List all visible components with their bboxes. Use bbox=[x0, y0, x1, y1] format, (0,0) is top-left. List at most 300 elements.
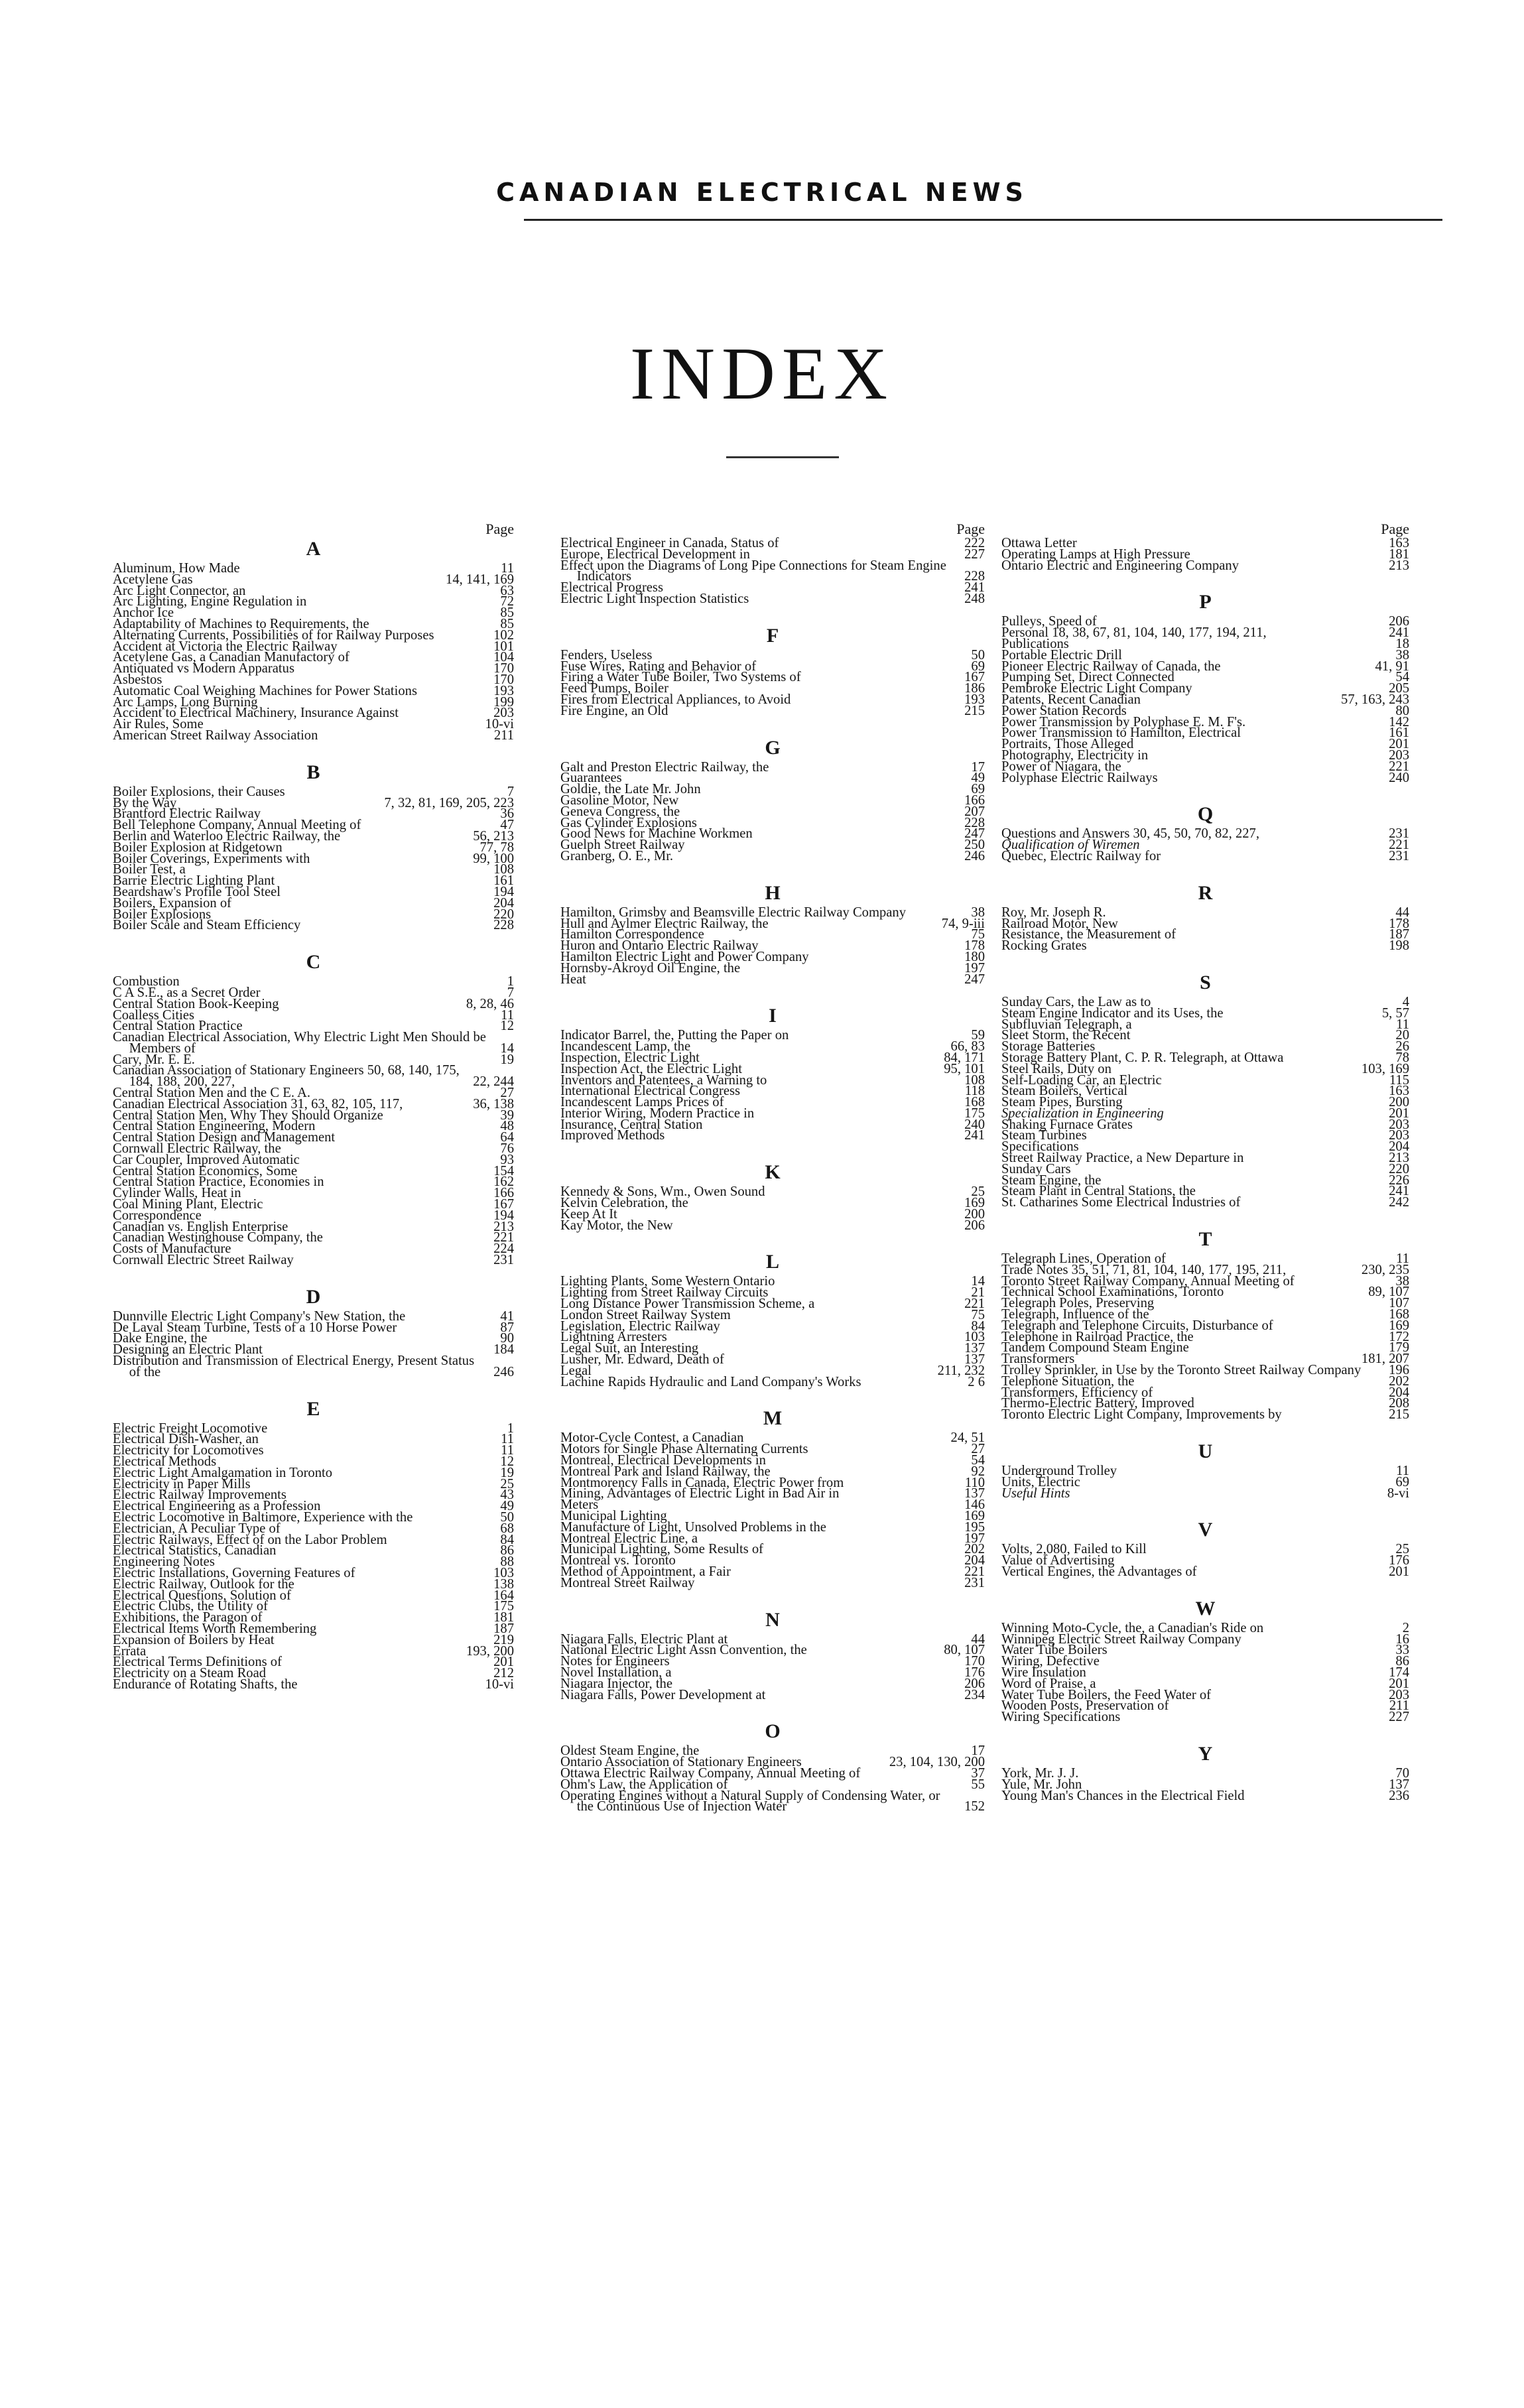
entry-title: Motor-Cycle Contest, a Canadian bbox=[560, 1430, 744, 1446]
entry-title: Niagara Injector, the bbox=[560, 1676, 672, 1691]
entry-pages: 163 bbox=[1389, 536, 1409, 550]
entry-title: Units, Electric bbox=[1001, 1474, 1080, 1489]
entry-pages: 202 bbox=[964, 1542, 985, 1557]
entry-pages: 193 bbox=[493, 683, 514, 698]
entry-title: Canadian Electrical Association, Why Electric Light Men Should be Members of bbox=[113, 1030, 486, 1056]
entry-title: Exhibitions, the Paragon of bbox=[113, 1610, 263, 1625]
entry-pages: 66, 83 bbox=[950, 1039, 985, 1054]
entry-pages: 175 bbox=[493, 1599, 514, 1614]
entry-pages: 200 bbox=[1389, 1095, 1409, 1110]
index-entry bbox=[1001, 1197, 1409, 1208]
index-entry bbox=[560, 1575, 985, 1590]
entry-title: Personal 18, 38, 67, 81, 104, 140, 177, 194, 211, bbox=[1001, 625, 1267, 641]
entry-pages: 93 bbox=[500, 1152, 514, 1167]
index-section bbox=[1001, 538, 1409, 571]
entry-title: Hamilton Electric Light and Power Company bbox=[560, 949, 809, 964]
section-letter: H bbox=[765, 881, 781, 904]
entry-title: Endurance of Rotating Shafts, the bbox=[113, 1677, 298, 1692]
entry-title: Sunday Cars bbox=[1001, 1161, 1071, 1176]
entry-pages: 19 bbox=[500, 1465, 514, 1480]
entry-pages: 194 bbox=[493, 884, 514, 899]
entry-title: Lightning Arresters bbox=[560, 1330, 667, 1345]
entry-title: Central Station Practice, Economies in bbox=[113, 1174, 324, 1190]
entry-pages: 20 bbox=[1395, 1028, 1409, 1043]
entry-title: Legislation, Electric Railway bbox=[560, 1318, 720, 1334]
entry-pages: 220 bbox=[493, 907, 514, 922]
entry-pages: 80, 107 bbox=[944, 1643, 985, 1658]
entry-pages: 206 bbox=[964, 1218, 985, 1233]
entry-pages: 199 bbox=[493, 694, 514, 710]
entry-title: Electrical Dish-Washer, an bbox=[113, 1432, 259, 1447]
section-letter: U bbox=[1198, 1440, 1213, 1463]
entry-title: Underground Trolley bbox=[1001, 1464, 1117, 1479]
entry-title: Central Station Economics, Some bbox=[113, 1163, 297, 1178]
entry-pages: 115 bbox=[1389, 1072, 1409, 1088]
entry-title: Accident to Electrical Machinery, Insurance Against bbox=[113, 706, 399, 721]
entry-title: Steam Engine, the bbox=[1001, 1172, 1102, 1188]
entry-title: Specialization in Engineering bbox=[1001, 1106, 1164, 1121]
entry-pages: 84 bbox=[500, 1532, 514, 1547]
entry-title: Central Station Men and the C E. A. bbox=[113, 1086, 310, 1101]
section-letter: M bbox=[763, 1407, 783, 1430]
header-rule bbox=[524, 219, 1442, 221]
entry-title: Central Station Design and Management bbox=[113, 1130, 336, 1145]
entry-title: Berlin and Waterloo Electric Railway, the bbox=[113, 828, 341, 844]
index-section bbox=[1001, 1440, 1409, 1499]
entry-pages: 211 bbox=[493, 728, 514, 743]
entry-title: Ontario Association of Stationary Engineers bbox=[560, 1755, 802, 1770]
entry-title: Goldie, the Late Mr. John bbox=[560, 782, 701, 797]
index-entry bbox=[1001, 1488, 1409, 1499]
entry-title: Municipal Lighting bbox=[560, 1509, 667, 1524]
index-entry bbox=[113, 1632, 514, 1647]
entry-title: Railroad Motor, New bbox=[1001, 916, 1118, 931]
entry-title: Fuse Wires, Rating and Behavior of bbox=[560, 659, 757, 674]
entry-title: Electric Installations, Governing Features of bbox=[113, 1565, 355, 1580]
entry-title: Electricity on a Steam Road bbox=[113, 1666, 267, 1681]
entry-title: Canadian vs. English Enterprise bbox=[113, 1219, 288, 1234]
entry-title: Geneva Congress, the bbox=[560, 804, 680, 819]
entry-pages: 204 bbox=[1389, 1139, 1409, 1155]
entry-pages: 36, 138 bbox=[473, 1096, 514, 1111]
entry-pages: 90 bbox=[500, 1331, 514, 1346]
entry-pages: 228 bbox=[493, 918, 514, 933]
entry-pages: 247 bbox=[964, 972, 985, 987]
index-entry bbox=[560, 1220, 985, 1232]
entry-pages: 92 bbox=[971, 1464, 985, 1479]
entry-pages: 179 bbox=[1389, 1340, 1409, 1356]
entry-title: Boiler Explosions bbox=[113, 907, 212, 922]
entry-pages: 17 bbox=[971, 759, 985, 775]
entry-title: Inspection Act, the Electric Light bbox=[560, 1061, 742, 1076]
entry-title: Electrical Engineer in Canada, Status of bbox=[560, 536, 779, 550]
entry-pages: 176 bbox=[964, 1665, 985, 1680]
entry-title: Accident at Victoria the Electric Railway bbox=[113, 639, 338, 654]
entry-title: Electrical Statistics, Canadian bbox=[113, 1543, 277, 1558]
entry-pages: 146 bbox=[964, 1497, 985, 1513]
entry-pages: 163 bbox=[1389, 1084, 1409, 1099]
section-letter: V bbox=[1198, 1519, 1213, 1541]
entry-pages: 11 bbox=[1396, 1464, 1409, 1479]
entry-pages: 110 bbox=[964, 1475, 985, 1490]
entry-title: Telegraph Lines, Operation of bbox=[1001, 1251, 1166, 1267]
entry-pages: 207 bbox=[964, 804, 985, 819]
entry-title: American Street Railway Association bbox=[113, 728, 318, 743]
entry-pages: 204 bbox=[493, 895, 514, 911]
index-entry bbox=[1001, 848, 1409, 863]
entry-title: Ottawa Letter bbox=[1001, 536, 1077, 550]
entry-title: Meters bbox=[560, 1497, 599, 1513]
entry-pages: 206 bbox=[1389, 614, 1409, 629]
index-section bbox=[1001, 972, 1409, 1208]
entry-pages: 25 bbox=[500, 1476, 514, 1491]
entry-pages: 14 bbox=[500, 1041, 514, 1056]
index-entry bbox=[1001, 1712, 1409, 1723]
entry-title: Mining, Advantages of Electric Light in Bad Air in bbox=[560, 1486, 840, 1501]
entry-pages: 38 bbox=[1395, 1273, 1409, 1289]
title-rule bbox=[726, 456, 839, 458]
entry-title: Telephone in Railroad Practice, the bbox=[1001, 1329, 1194, 1344]
section-letter: G bbox=[765, 736, 781, 759]
entry-pages: 78 bbox=[1395, 1050, 1409, 1065]
entry-pages: 161 bbox=[1389, 726, 1409, 741]
entry-title: Manufacture of Light, Unsolved Problems in the bbox=[560, 1519, 826, 1535]
entry-pages: 204 bbox=[1389, 1385, 1409, 1400]
entry-pages: 108 bbox=[493, 862, 514, 877]
entry-title: Transformers bbox=[1001, 1352, 1075, 1367]
entry-pages: 70 bbox=[1395, 1765, 1409, 1781]
section-letter: C bbox=[306, 951, 321, 974]
entry-title: Questions and Answers 30, 45, 50, 70, 82, 227, bbox=[1001, 826, 1259, 842]
entry-pages: 5, 57 bbox=[1381, 1005, 1409, 1021]
entry-title: Montreal, Electrical Developments in bbox=[560, 1453, 766, 1468]
entry-pages: 167 bbox=[493, 1197, 514, 1212]
entry-title: Europe, Electrical Development in bbox=[560, 546, 750, 562]
entry-title: Granberg, O. E., Mr. bbox=[560, 848, 674, 863]
entry-pages: 69 bbox=[1395, 1474, 1409, 1489]
entry-pages: 231 bbox=[964, 1575, 985, 1590]
entry-title: Toronto Street Railway Company, Annual Meeting of bbox=[1001, 1273, 1295, 1289]
entry-pages: 68 bbox=[500, 1521, 514, 1536]
entry-title: Young Man's Chances in the Electrical Field bbox=[1001, 1788, 1245, 1803]
entry-pages: 12 bbox=[500, 1454, 514, 1469]
entry-pages: 242 bbox=[1389, 1195, 1409, 1210]
entry-pages: 49 bbox=[971, 771, 985, 786]
entry-pages: 231 bbox=[1389, 848, 1409, 863]
entry-pages: 86 bbox=[1395, 1654, 1409, 1669]
entry-title: Montreal vs. Toronto bbox=[560, 1553, 676, 1568]
entry-title: Technical School Examinations, Toronto bbox=[1001, 1285, 1224, 1300]
index-entry bbox=[560, 1354, 985, 1365]
index-entry bbox=[113, 920, 514, 931]
entry-pages: 10-vi bbox=[485, 717, 514, 732]
entry-title: Inspection, Electric Light bbox=[560, 1050, 700, 1065]
entry-pages: 194 bbox=[493, 1208, 514, 1223]
entry-title: Publications bbox=[1001, 636, 1069, 651]
entry-pages: 8-vi bbox=[1387, 1486, 1409, 1501]
entry-title: Legal Suit, an Interesting bbox=[560, 1341, 699, 1356]
entry-pages: 241 bbox=[964, 1128, 985, 1143]
entry-title: Antiquated vs Modern Apparatus bbox=[113, 661, 294, 676]
entry-title: Firing a Water Tube Boiler, Two Systems of bbox=[560, 670, 801, 685]
entry-title: Water Tube Boilers bbox=[1001, 1643, 1108, 1658]
index-section bbox=[1001, 803, 1409, 861]
entry-pages: 11 bbox=[501, 1432, 514, 1447]
entry-title: Storage Batteries bbox=[1001, 1039, 1096, 1054]
entry-title: Electric Locomotive in Baltimore, Experience with the bbox=[113, 1509, 413, 1525]
entry-title: Central Station Practice bbox=[113, 1019, 243, 1034]
entry-pages: 27 bbox=[971, 1442, 985, 1457]
entry-title: Operating Engines without a Natural Supply of Condensing Water, or the Continuous Use of Injection Water bbox=[560, 1788, 940, 1814]
entry-title: Steam Turbines bbox=[1001, 1128, 1087, 1143]
index-title: INDEX bbox=[629, 333, 895, 415]
index-entry bbox=[113, 1032, 514, 1054]
entry-pages: 24, 51 bbox=[950, 1430, 985, 1446]
index-section bbox=[113, 538, 514, 741]
entry-title: Asbestos bbox=[113, 672, 162, 687]
entry-pages: 21 bbox=[971, 1285, 985, 1300]
entry-pages: 184 bbox=[493, 1342, 514, 1358]
entry-pages: 72 bbox=[500, 594, 514, 609]
section-letter: P bbox=[1199, 591, 1212, 613]
entry-pages: 186 bbox=[964, 681, 985, 696]
entry-title: Electric Light Inspection Statistics bbox=[560, 591, 749, 606]
entry-pages: 250 bbox=[964, 838, 985, 853]
entry-pages: 231 bbox=[1389, 826, 1409, 842]
entry-title: Effect upon the Diagrams of Long Pipe Connections for Steam Engine Indicators bbox=[560, 558, 946, 584]
entry-pages: 164 bbox=[493, 1588, 514, 1603]
entry-pages: 38 bbox=[1395, 647, 1409, 663]
index-section bbox=[113, 951, 514, 1266]
entry-title: Gas Cylinder Explosions bbox=[560, 815, 697, 830]
entry-title: Arc Lighting, Engine Regulation in bbox=[113, 594, 307, 609]
entry-title: Cornwall Electric Railway, the bbox=[113, 1141, 281, 1157]
index-section bbox=[560, 1005, 985, 1141]
entry-title: Adaptability of Machines to Requirements, the bbox=[113, 616, 369, 631]
entry-title: Electric Clubs, the Utility of bbox=[113, 1599, 268, 1614]
entry-pages: 69 bbox=[971, 659, 985, 674]
entry-pages: 181 bbox=[1389, 546, 1409, 562]
entry-pages: 161 bbox=[493, 873, 514, 889]
entry-pages: 178 bbox=[964, 938, 985, 954]
entry-pages: 49 bbox=[500, 1499, 514, 1514]
entry-title: Fenders, Useless bbox=[560, 647, 653, 663]
entry-title: Correspondence bbox=[113, 1208, 202, 1223]
entry-pages: 213 bbox=[493, 1219, 514, 1234]
entry-pages: 104 bbox=[493, 650, 514, 665]
section-letter: R bbox=[1198, 881, 1213, 904]
entry-title: Wiring, Defective bbox=[1001, 1654, 1100, 1669]
entry-pages: 142 bbox=[1389, 714, 1409, 729]
index-entry bbox=[560, 759, 985, 775]
entry-title: Montmorency Falls in Canada, Electric Power from bbox=[560, 1475, 844, 1490]
entry-pages: 203 bbox=[1389, 1128, 1409, 1143]
index-section bbox=[113, 1286, 514, 1378]
entry-title: Trade Notes 35, 51, 71, 81, 104, 140, 177, 195, 211, bbox=[1001, 1262, 1287, 1277]
entry-pages: 7 bbox=[507, 985, 514, 1000]
entry-title: Long Distance Power Transmission Scheme, a bbox=[560, 1297, 815, 1312]
entry-pages: 85 bbox=[500, 605, 514, 621]
entry-title: Steam Plant in Central Stations, the bbox=[1001, 1184, 1196, 1199]
entry-title: Anchor Ice bbox=[113, 605, 174, 621]
index-column-1 bbox=[113, 521, 514, 1710]
entry-pages: 196 bbox=[1389, 1363, 1409, 1378]
index-section bbox=[560, 625, 985, 717]
entry-title: Transformers, Efficiency of bbox=[1001, 1385, 1153, 1400]
entry-pages: 2 6 bbox=[968, 1374, 985, 1389]
section-letter: Q bbox=[1197, 803, 1214, 826]
index-entry bbox=[560, 1130, 985, 1141]
entry-title: Central Station Men, Why They Should Organize bbox=[113, 1108, 383, 1123]
section-letter: T bbox=[1198, 1228, 1212, 1251]
entry-pages: 172 bbox=[1389, 1329, 1409, 1344]
entry-pages: 247 bbox=[964, 826, 985, 842]
entry-pages: 219 bbox=[493, 1632, 514, 1647]
entry-title: Winnipeg Electric Street Railway Company bbox=[1001, 1631, 1241, 1647]
entry-title: Portraits, Those Alleged bbox=[1001, 737, 1134, 752]
entry-title: Electrical Questions, Solution of bbox=[113, 1588, 291, 1603]
entry-title: Novel Installation, a bbox=[560, 1665, 672, 1680]
entry-title: Steam Engine Indicator and its Uses, the bbox=[1001, 1005, 1224, 1021]
entry-title: St. Catharines Some Electrical Industries of bbox=[1001, 1195, 1241, 1210]
entry-title: Heat bbox=[560, 972, 586, 987]
entry-title: Electrical Engineering as a Profession bbox=[113, 1499, 321, 1514]
entry-pages: 212 bbox=[493, 1666, 514, 1681]
index-entry bbox=[560, 1488, 985, 1499]
entry-title: Pembroke Electric Light Company bbox=[1001, 681, 1192, 696]
entry-pages: 248 bbox=[964, 591, 985, 606]
entry-title: Winning Moto-Cycle, the, a Canadian's Ride on bbox=[1001, 1620, 1264, 1635]
entry-title: Telegraph, Influence of the bbox=[1001, 1307, 1149, 1322]
index-section bbox=[560, 1407, 985, 1588]
entry-pages: 170 bbox=[493, 672, 514, 687]
section-letter: Y bbox=[1198, 1742, 1213, 1765]
entry-title: Kelvin Celebration, the bbox=[560, 1196, 688, 1211]
entry-pages: 187 bbox=[1389, 927, 1409, 942]
entry-title: Power of Niagara, the bbox=[1001, 759, 1121, 774]
entry-pages: 175 bbox=[964, 1106, 985, 1121]
entry-pages: 103 bbox=[964, 1330, 985, 1345]
entry-title: Electrical Methods bbox=[113, 1454, 217, 1469]
entry-pages: 241 bbox=[964, 580, 985, 596]
entry-title: Sleet Storm, the Recent bbox=[1001, 1028, 1131, 1043]
entry-title: Central Station Book-Keeping bbox=[113, 996, 279, 1011]
entry-pages: 206 bbox=[964, 1676, 985, 1691]
entry-pages: 201 bbox=[1389, 1676, 1409, 1691]
section-letter: A bbox=[306, 538, 321, 560]
entry-pages: 208 bbox=[1389, 1396, 1409, 1411]
entry-pages: 102 bbox=[493, 627, 514, 643]
index-section bbox=[560, 1161, 985, 1231]
entry-pages: 64 bbox=[500, 1130, 514, 1145]
entry-pages: 107 bbox=[1389, 1296, 1409, 1311]
entry-title: Central Station Engineering, Modern bbox=[113, 1119, 316, 1134]
entry-pages: 50 bbox=[500, 1509, 514, 1525]
entry-title: Pumping Set, Direct Connected bbox=[1001, 670, 1175, 685]
entry-pages: 14, 141, 169 bbox=[446, 572, 514, 587]
entry-title: Sunday Cars, the Law as to bbox=[1001, 994, 1151, 1009]
index-entry bbox=[113, 1255, 514, 1266]
entry-title: Improved Methods bbox=[560, 1128, 665, 1143]
entry-pages: 11 bbox=[501, 1007, 514, 1023]
entry-pages: 25 bbox=[971, 1184, 985, 1200]
entry-pages: 36 bbox=[500, 806, 514, 822]
entry-pages: 168 bbox=[964, 1095, 985, 1110]
entry-title: Qualification of Wiremen bbox=[1001, 838, 1140, 853]
entry-pages: 198 bbox=[1389, 938, 1409, 954]
entry-title: Power Station Records bbox=[1001, 703, 1127, 718]
section-letter: K bbox=[765, 1161, 781, 1184]
entry-title: Kay Motor, the New bbox=[560, 1218, 673, 1233]
entry-pages: 169 bbox=[964, 1196, 985, 1211]
index-entry bbox=[1001, 1788, 1409, 1803]
entry-pages: 118 bbox=[964, 1084, 985, 1099]
entry-title: By the Way bbox=[113, 795, 177, 810]
entry-title: Cornwall Electric Street Railway bbox=[113, 1253, 294, 1268]
index-entry bbox=[113, 1679, 514, 1690]
entry-pages: 200 bbox=[964, 1206, 985, 1222]
entry-pages: 201 bbox=[1389, 1564, 1409, 1579]
entry-pages: 213 bbox=[1389, 1151, 1409, 1166]
entry-title: Steam Pipes, Bursting bbox=[1001, 1095, 1123, 1110]
entry-title: Useful Hints bbox=[1001, 1486, 1070, 1501]
entry-pages: 166 bbox=[964, 792, 985, 808]
entry-title: Costs of Manufacture bbox=[113, 1241, 231, 1257]
entry-title: Resistance, the Measurement of bbox=[1001, 927, 1176, 942]
entry-pages: 89, 107 bbox=[1368, 1285, 1409, 1300]
entry-title: Engineering Notes bbox=[113, 1554, 215, 1570]
index-section bbox=[560, 737, 985, 862]
entry-pages: 193, 200 bbox=[466, 1643, 514, 1659]
entry-pages: 241 bbox=[1389, 1184, 1409, 1199]
index-section bbox=[560, 882, 985, 985]
entry-title: York, Mr. J. J. bbox=[1001, 1765, 1079, 1781]
entry-pages: 75 bbox=[971, 927, 985, 942]
entry-title: Errata bbox=[113, 1643, 147, 1659]
index-entry bbox=[1001, 1409, 1409, 1421]
entry-pages: 176 bbox=[1389, 1553, 1409, 1568]
index-entry bbox=[560, 1198, 985, 1209]
index-section bbox=[1001, 882, 1409, 952]
index-entry bbox=[1001, 560, 1409, 572]
entry-pages: 8, 28, 46 bbox=[466, 996, 514, 1011]
entry-pages: 152 bbox=[964, 1799, 985, 1814]
entry-pages: 227 bbox=[1389, 1710, 1409, 1725]
entry-title: Canadian Westinghouse Company, the bbox=[113, 1230, 323, 1245]
entry-title: Electricity in Paper Mills bbox=[113, 1476, 251, 1491]
entry-title: International Electrical Congress bbox=[560, 1084, 741, 1099]
entry-pages: 195 bbox=[964, 1519, 985, 1535]
entry-title: Operating Lamps at High Pressure bbox=[1001, 546, 1190, 562]
entry-title: Incandescent Lamp, the bbox=[560, 1039, 691, 1054]
entry-pages: 168 bbox=[1389, 1307, 1409, 1322]
entry-title: Electrical Items Worth Remembering bbox=[113, 1621, 317, 1636]
entry-title: Boiler Explosions, their Causes bbox=[113, 784, 285, 799]
entry-title: Toronto Electric Light Company, Improvements by bbox=[1001, 1407, 1282, 1423]
entry-pages: 138 bbox=[493, 1576, 514, 1592]
entry-pages: 236 bbox=[1389, 1788, 1409, 1803]
entry-title: Wooden Posts, Preservation of bbox=[1001, 1698, 1169, 1714]
index-entry bbox=[560, 560, 985, 583]
entry-title: Lighting from Street Railway Circuits bbox=[560, 1285, 769, 1300]
entry-title: Guarantees bbox=[560, 771, 622, 786]
index-entry bbox=[560, 591, 985, 606]
entry-title: Electricity for Locomotives bbox=[113, 1443, 264, 1458]
entry-pages: 166 bbox=[493, 1186, 514, 1201]
entry-title: Acetylene Gas bbox=[113, 572, 193, 587]
entry-pages: 63 bbox=[500, 583, 514, 598]
entry-pages: 220 bbox=[1389, 1161, 1409, 1176]
